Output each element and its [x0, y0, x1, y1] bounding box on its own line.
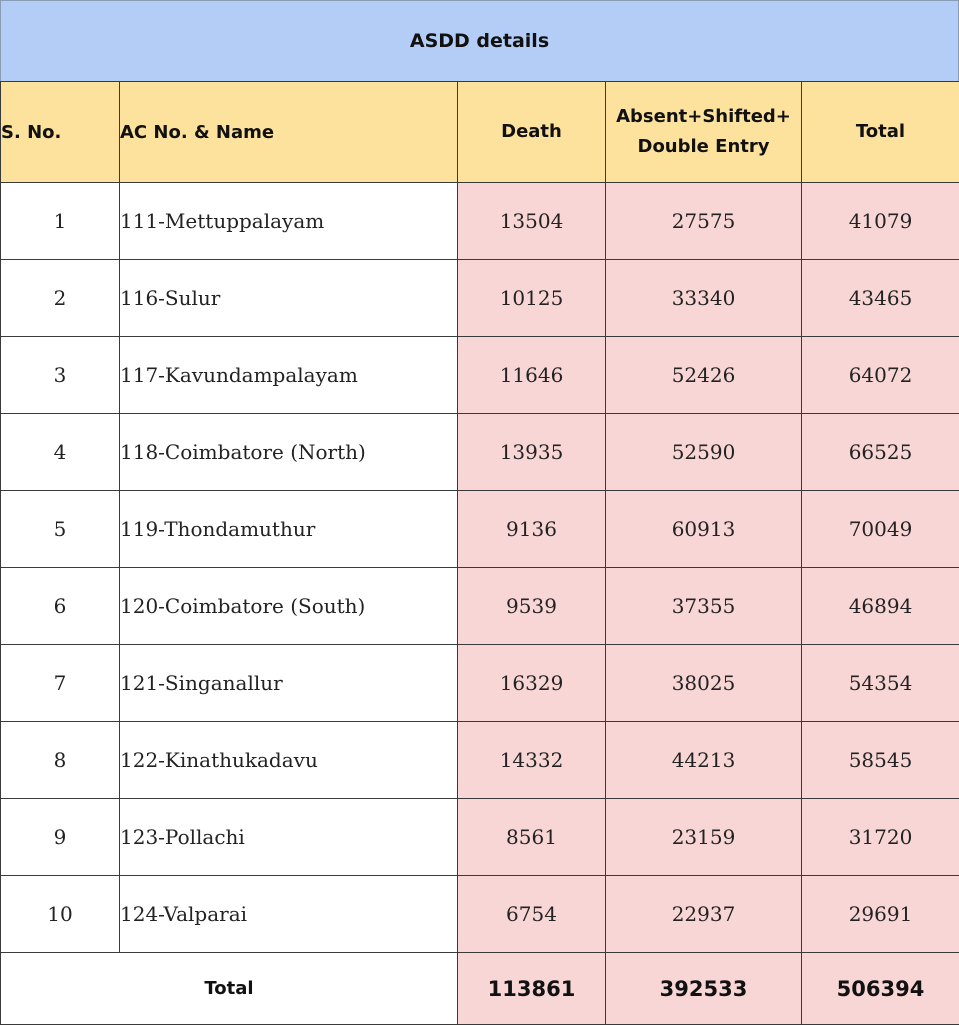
cell-total: 31720	[802, 799, 959, 876]
cell-sno: 10	[1, 876, 120, 953]
table-row	[1, 799, 959, 876]
cell-absent: 37355	[606, 568, 802, 645]
table-row	[1, 491, 959, 568]
header-absent-line2: Double Entry	[638, 136, 770, 157]
cell-death: 9136	[458, 491, 606, 568]
table-row	[1, 260, 959, 337]
cell-sno: 4	[1, 414, 120, 491]
cell-total: 54354	[802, 645, 959, 722]
cell-sno: 9	[1, 799, 120, 876]
table-title: ASDD details	[0, 0, 959, 82]
cell-death: 11646	[458, 337, 606, 414]
cell-sno: 1	[1, 183, 120, 260]
header-row	[1, 82, 959, 183]
cell-sno: 3	[1, 337, 120, 414]
cell-ac-name: 120-Coimbatore (South)	[120, 568, 458, 645]
cell-total: 46894	[802, 568, 959, 645]
cell-absent: 52426	[606, 337, 802, 414]
totals-label: Total	[1, 953, 458, 1025]
asdd-table	[0, 81, 959, 1025]
cell-ac-name: 123-Pollachi	[120, 799, 458, 876]
cell-absent: 38025	[606, 645, 802, 722]
cell-absent: 22937	[606, 876, 802, 953]
cell-death: 16329	[458, 645, 606, 722]
cell-ac-name: 117-Kavundampalayam	[120, 337, 458, 414]
cell-ac-name: 116-Sulur	[120, 260, 458, 337]
cell-absent: 52590	[606, 414, 802, 491]
cell-ac-name: 111-Mettuppalayam	[120, 183, 458, 260]
cell-death: 14332	[458, 722, 606, 799]
cell-death: 10125	[458, 260, 606, 337]
cell-total: 70049	[802, 491, 959, 568]
header-total: Total	[802, 82, 959, 183]
cell-ac-name: 121-Singanallur	[120, 645, 458, 722]
cell-death: 9539	[458, 568, 606, 645]
cell-total: 41079	[802, 183, 959, 260]
table-row	[1, 183, 959, 260]
table-row	[1, 722, 959, 799]
cell-total: 66525	[802, 414, 959, 491]
totals-absent: 392533	[606, 953, 802, 1025]
cell-death: 13935	[458, 414, 606, 491]
cell-absent: 44213	[606, 722, 802, 799]
cell-absent: 60913	[606, 491, 802, 568]
cell-death: 13504	[458, 183, 606, 260]
cell-death: 6754	[458, 876, 606, 953]
header-sno: S. No.	[1, 82, 120, 183]
cell-absent: 23159	[606, 799, 802, 876]
cell-sno: 8	[1, 722, 120, 799]
table-row	[1, 568, 959, 645]
cell-death: 8561	[458, 799, 606, 876]
table-row	[1, 414, 959, 491]
cell-total: 29691	[802, 876, 959, 953]
cell-ac-name: 124-Valparai	[120, 876, 458, 953]
table-row	[1, 645, 959, 722]
cell-sno: 5	[1, 491, 120, 568]
cell-total: 64072	[802, 337, 959, 414]
cell-ac-name: 119-Thondamuthur	[120, 491, 458, 568]
cell-ac-name: 118-Coimbatore (North)	[120, 414, 458, 491]
totals-row	[1, 953, 959, 1025]
cell-total: 58545	[802, 722, 959, 799]
table-row	[1, 337, 959, 414]
cell-sno: 2	[1, 260, 120, 337]
header-death: Death	[458, 82, 606, 183]
header-absent-line1: Absent+Shifted+	[616, 106, 791, 127]
totals-death: 113861	[458, 953, 606, 1025]
table-row	[1, 876, 959, 953]
cell-sno: 7	[1, 645, 120, 722]
cell-absent: 33340	[606, 260, 802, 337]
header-absent-shifted-double	[606, 82, 802, 183]
cell-ac-name: 122-Kinathukadavu	[120, 722, 458, 799]
cell-absent: 27575	[606, 183, 802, 260]
cell-total: 43465	[802, 260, 959, 337]
header-ac-name: AC No. & Name	[120, 82, 458, 183]
cell-sno: 6	[1, 568, 120, 645]
totals-total: 506394	[802, 953, 959, 1025]
